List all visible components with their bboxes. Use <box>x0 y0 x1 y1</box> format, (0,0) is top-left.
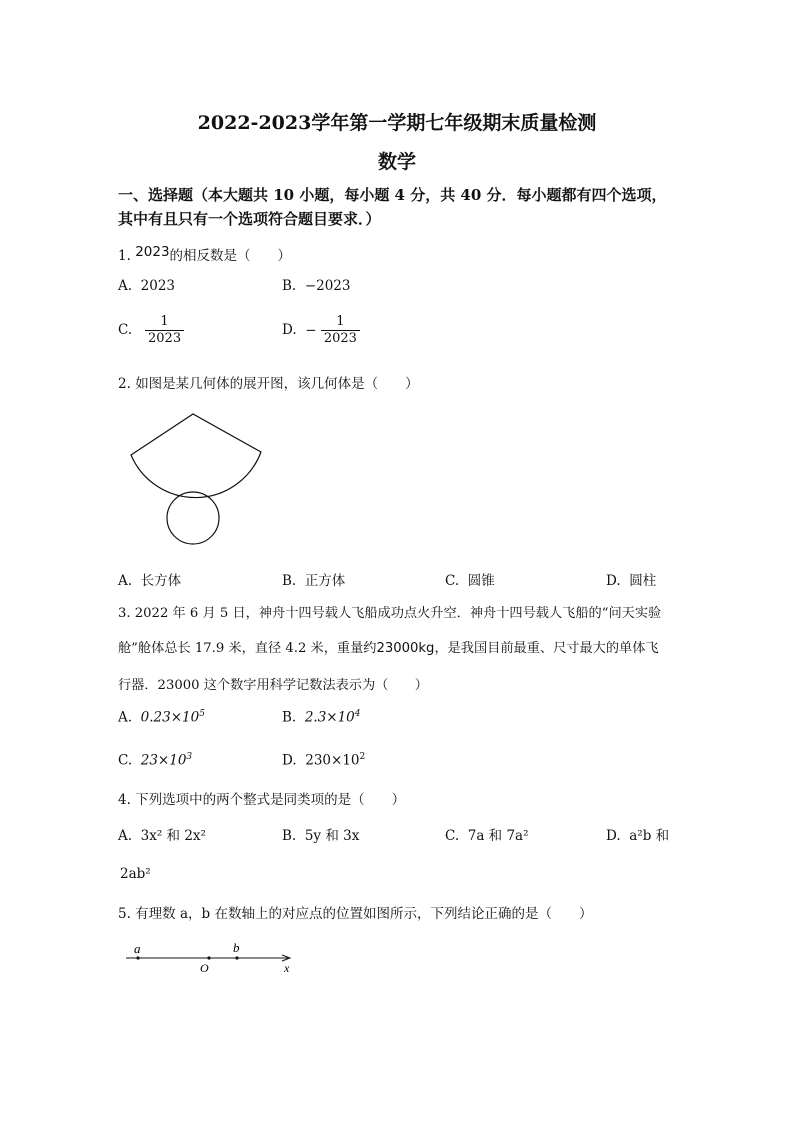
option-base: 230×10 <box>305 752 360 769</box>
question-3-line3: 行器．23000 这个数字用科学记数法表示为（ ） <box>118 678 428 693</box>
q3-option-d[interactable] <box>282 752 365 769</box>
label-a: a <box>134 941 141 956</box>
section-heading-line1: 一、选择题（本大题共 10 小题，每小题 4 分，共 40 分．每小题都有四个选项， <box>118 186 667 204</box>
point-origin <box>207 956 210 959</box>
label-b: b <box>233 940 240 955</box>
option-text: 圆锥 <box>467 573 495 589</box>
question-2-stem <box>118 372 419 392</box>
option-text: 5y 和 3x <box>304 828 360 844</box>
q2-option-a[interactable] <box>118 569 181 589</box>
option-label: C. <box>445 573 460 589</box>
subject-title: 数学 <box>377 151 416 173</box>
option-text: a²b 和 <box>629 828 670 844</box>
point-b <box>235 956 238 959</box>
number-line-figure <box>120 936 300 976</box>
fraction-denominator: 2023 <box>148 331 182 346</box>
fraction-denominator: 2023 <box>323 331 357 346</box>
question-2-text: 如图是某几何体的展开图，该几何体是（ ） <box>135 376 419 392</box>
option-text: 2023 <box>140 278 175 294</box>
option-exponent: 3 <box>186 752 193 762</box>
point-a <box>136 956 139 959</box>
option-label: B. <box>282 709 297 726</box>
option-text: 长方体 <box>140 573 182 589</box>
option-label: C. <box>445 828 460 844</box>
fraction <box>321 314 360 347</box>
q4-option-d-continued: 2ab² <box>120 866 151 882</box>
q2-option-c[interactable] <box>445 569 495 589</box>
question-4-stem: 4. 下列选项中的两个整式是同类项的是（ ） <box>118 792 406 808</box>
question-5-stem: 5. 有理数 a，b 在数轴上的对应点的位置如图所示，下列结论正确的是（ ） <box>118 906 593 922</box>
page-title: 2022-2023学年第一学期七年级期末质量检测 <box>197 112 597 134</box>
option-text: 正方体 <box>304 573 346 589</box>
option-label: B. <box>282 573 297 589</box>
option-text: 7a 和 7a² <box>467 828 529 844</box>
q1-option-a[interactable] <box>118 278 175 294</box>
sector-shape <box>131 414 261 498</box>
circle-shape <box>167 492 219 544</box>
option-text: 圆柱 <box>629 573 657 589</box>
q1-option-c[interactable] <box>118 314 184 347</box>
label-x: x <box>284 961 290 975</box>
option-label: B. <box>282 278 297 294</box>
option-exponent: 4 <box>354 709 361 719</box>
q4-option-d[interactable] <box>606 824 669 844</box>
q1-option-b[interactable] <box>282 278 350 294</box>
option-base: 23×10 <box>140 752 187 769</box>
cone-net-figure <box>120 408 270 548</box>
option-label: A. <box>118 573 133 589</box>
option-text: 3x² 和 2x² <box>140 828 206 844</box>
q4-option-c[interactable] <box>445 824 529 844</box>
fraction <box>145 314 184 347</box>
q3-text: 舱”舱体总长 17.9 米，直径 4.2 米，重量约 <box>118 641 377 656</box>
option-label: D. <box>282 322 297 338</box>
option-exponent: 5 <box>199 709 205 719</box>
q3-text: ，是我国目前最重、尺寸最大的单体飞 <box>434 641 659 656</box>
label-o: O <box>200 961 209 975</box>
option-label: B. <box>282 828 297 844</box>
question-1-text: 的相反数是（ ） <box>169 248 292 264</box>
option-label: A. <box>118 278 133 294</box>
q3-weight-value: 23000kg <box>376 641 435 656</box>
q1-option-d[interactable] <box>282 314 360 347</box>
question-3-line1: 3. 2022 年 6 月 5 日，神舟十四号载人飞船成功点火升空．神舟十四号载人飞船的“问天实验 <box>118 606 662 621</box>
option-label: C. <box>118 322 133 338</box>
q3-option-a[interactable] <box>118 709 205 726</box>
q2-option-d[interactable] <box>606 569 656 589</box>
option-label: A. <box>118 709 133 726</box>
question-number: 1. <box>118 248 131 264</box>
option-label: D. <box>606 828 621 844</box>
section-heading-line2: 其中有且只有一个选项符合题目要求．） <box>118 210 381 228</box>
fraction-numerator: 1 <box>160 314 169 329</box>
option-base: 2.3×10 <box>304 709 355 726</box>
option-exponent: 2 <box>359 752 366 762</box>
option-base: 0.23×10 <box>140 709 200 726</box>
option-text: −2023 <box>304 278 351 294</box>
option-label: A. <box>118 828 133 844</box>
question-1-value: 2023 <box>135 244 170 260</box>
option-label: D. <box>606 573 621 589</box>
option-label: C. <box>118 752 133 769</box>
q4-option-b[interactable] <box>282 824 359 844</box>
q2-option-b[interactable] <box>282 569 345 589</box>
q3-option-b[interactable] <box>282 709 361 726</box>
q4-option-a[interactable] <box>118 824 206 844</box>
question-number: 2. <box>118 376 131 392</box>
q3-option-c[interactable] <box>118 752 192 769</box>
minus-sign: − <box>305 322 317 339</box>
question-3-line2 <box>118 637 659 656</box>
fraction-numerator: 1 <box>336 314 345 329</box>
option-label: D. <box>282 752 297 769</box>
question-1-stem <box>118 244 291 264</box>
